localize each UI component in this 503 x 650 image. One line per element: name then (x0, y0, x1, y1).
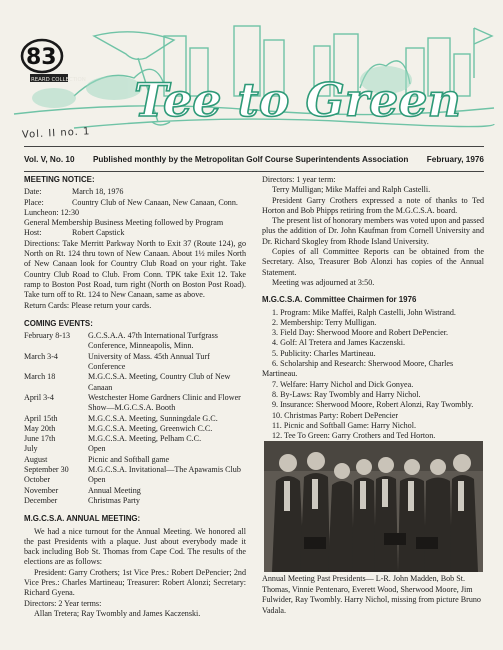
events-list (24, 331, 246, 506)
committee-item: 2. Membership: Terry Mulligan. (272, 317, 377, 327)
event-date: August (24, 454, 48, 464)
archive-stamp (18, 36, 86, 88)
thanks-paragraph: President Garry Crothers expressed a note of thanks to Ted Horton and Bob Phipps retiring from the M.G.C.S.A. board. (262, 195, 484, 215)
committee-item: 5. Publicity: Charles Martineau. (272, 348, 376, 358)
committee-item: 12. Tee To Green: Garry Crothers and Ted Horton. (272, 431, 436, 441)
photo-caption: Annual Meeting Past Presidents— L-R. John Madden, Bob St. Thomas, Vinnie Pentenaro, Everett Wood, Sherwood Moore, Jim Fulwider, Ray Twombly. Harry Nichol, missing from picture Bruno Vadala. (262, 574, 481, 615)
committee-item: 4. Golf: Al Tretera and James Kaczenski. (272, 338, 406, 348)
honorary-members-paragraph: The present list of honorary members was voted upon and passed plus the addition of Dr. John Kaufman from Cornell University and Dr. Richard Skogley from Rhode Island University. (262, 216, 484, 246)
directions-text: Directions: Take Merritt Parkway North to Exit 37 (Route 124), go North on Rt. 124 thru town of New Canaan. About 1½ miles North of New Canaan look for Country Club Road on your right. Take Country Club Road to Club. From Conn. TPK take Exit 12. Take ramp to Boston Post Road, turn right (North on Boston Post Road). Take turn off to Rt. 124 to New Canaan, same as above. (24, 238, 246, 300)
host-label: Host: (24, 228, 42, 238)
event-date: October (24, 475, 51, 485)
event-description: M.G.C.S.A. Meeting, Country Club of New Canaan (88, 372, 231, 392)
committee-heading: M.G.C.S.A. Committee Chairmen for 1976 (262, 295, 417, 305)
right-column (262, 170, 484, 441)
event-description: Open (88, 444, 106, 454)
event-description: Annual Meeting (88, 485, 141, 495)
place-label: Place: (24, 197, 44, 207)
masthead (24, 146, 484, 172)
stamp-subtext: REARD COLLECTION (31, 77, 86, 83)
directors-one-year-names: Terry Mulligan; Mike Maffei and Ralph Castelli. (272, 185, 431, 195)
event-date: April 3-4 (24, 392, 54, 402)
event-date: May 20th (24, 423, 56, 433)
event-date: November (24, 485, 59, 495)
event-description: Westchester Home Gardners Clinic and Flower Show—M.G.C.S.A. Booth (88, 392, 241, 413)
date-value: March 18, 1976 (72, 187, 124, 197)
committee-list (262, 308, 484, 442)
event-description: G.C.S.A.A. 47th International Turfgrass Conference, Minneapolis, Minn. (88, 331, 218, 351)
event-date: March 3-4 (24, 351, 58, 361)
event-description: M.G.C.S.A. Meeting, Pelham C.C. (88, 434, 202, 444)
left-column (24, 170, 246, 619)
event-date: March 18 (24, 372, 56, 382)
event-description: Open (88, 475, 106, 485)
general-meeting-line: General Membership Business Meeting followed by Program (24, 218, 224, 228)
event-date: September 30 (24, 465, 69, 475)
event-row (24, 393, 246, 414)
banner-illustration (14, 18, 494, 140)
event-date: June 17th (24, 434, 56, 444)
issue-date: February, 1976 (426, 154, 484, 164)
committee-item: 10. Christmas Party: Robert DePencier (272, 410, 399, 420)
event-row (24, 465, 246, 475)
committee-item: 3. Field Day: Sherwood Moore and Robert DePencier. (272, 328, 449, 338)
event-date: February 8-13 (24, 331, 71, 341)
directors-one-year-label: Directors: 1 year term: (262, 175, 336, 184)
event-description: M.G.C.S.A. Invitational—The Apawamis Club (88, 465, 241, 475)
host-value: Robert Capstick (72, 228, 125, 238)
stamp-number: 83 (26, 45, 57, 70)
committee-item: 8. By-Laws: Ray Twombly and Harry Nichol. (272, 389, 421, 399)
publisher-line: Published monthly by the Metropolitan Golf Course Superintendents Association (92, 154, 409, 164)
directors-two-year-label: Directors: 2 Year terms: (24, 598, 102, 608)
event-row (24, 496, 246, 506)
place-value: Country Club of New Canaan, New Canaan, Conn. (72, 197, 238, 207)
event-description: University of Mass. 45th Annual Turf Conference (88, 351, 210, 372)
directors-two-year-names: Allan Tretera; Ray Twombly and James Kaczenski. (34, 608, 201, 618)
luncheon-line: Luncheon: 12:30 (24, 207, 80, 217)
annual-meeting-heading: M.G.C.S.A. ANNUAL MEETING: (24, 514, 141, 524)
event-description: Picnic and Softball game (88, 454, 170, 464)
committee-item: 11. Picnic and Softball Game: Harry Nichol. (272, 420, 417, 430)
event-row (24, 434, 246, 444)
past-presidents-photo (264, 441, 483, 572)
committee-item: 1. Program: Mike Maffei, Ralph Castelli, John Wistrand. (272, 307, 456, 317)
event-row (24, 455, 246, 465)
officers-line: President: Garry Crothers; 1st Vice Pres.: Robert DePencier; 2nd Vice Pres.: Charles Martineau; Treasurer: Robert Alonzi; Secretary: Richard Gyena. (24, 567, 246, 598)
event-row (24, 424, 246, 434)
banner-title: Tee to Green (134, 73, 461, 127)
date-label: Date: (24, 187, 42, 197)
committee-item: 6. Scholarship and Research: Sherwood Moore, Charles Martineau. (262, 359, 454, 379)
committee-reports-paragraph: Copies of all Committee Reports can be obtained from the Secretary. Also, Treasurer Bob Alonzi has copies of the Annual Statement. (262, 247, 484, 277)
coming-events-heading: COMING EVENTS: (24, 318, 93, 328)
volume-number: Vol. V, No. 10 (24, 154, 75, 164)
event-description: M.G.C.S.A. Meeting, Sunningdale G.C. (88, 413, 218, 423)
event-row (24, 444, 246, 454)
committee-item: 9. Insurance: Sherwood Moore, Robert Alonzi, Ray Twombly. (272, 400, 474, 410)
event-row (24, 331, 246, 352)
event-row (24, 352, 246, 373)
event-row (24, 372, 246, 393)
annual-meeting-intro: We had a nice turnout for the Annual Meeting. We honored all the past Presidents with a plaque. Just about everybody made it back including Bob St. Thomas from Cape Cod. The results of the elections are as follows: (24, 526, 246, 567)
event-date: December (24, 495, 58, 505)
meeting-place-row (24, 198, 246, 208)
event-row (24, 486, 246, 496)
meeting-date-row (24, 187, 246, 197)
committee-item: 7. Welfare: Harry Nichol and Dick Gonyea. (272, 379, 414, 389)
meeting-notice-heading: MEETING NOTICE: (24, 175, 95, 184)
event-date: April 15th (24, 413, 58, 423)
event-row (24, 414, 246, 424)
event-description: M.G.C.S.A. Meeting, Greenwich C.C. (88, 423, 213, 433)
return-cards-line: Return Cards: Please return your cards. (24, 300, 152, 310)
event-description: Christmas Party (88, 495, 140, 505)
handwritten-volume-note: Vol. II no. 1 (21, 126, 91, 141)
adjourned-line: Meeting was adjourned at 3:50. (272, 277, 375, 287)
host-row (24, 228, 246, 238)
event-date: July (24, 444, 38, 454)
event-row (24, 475, 246, 485)
